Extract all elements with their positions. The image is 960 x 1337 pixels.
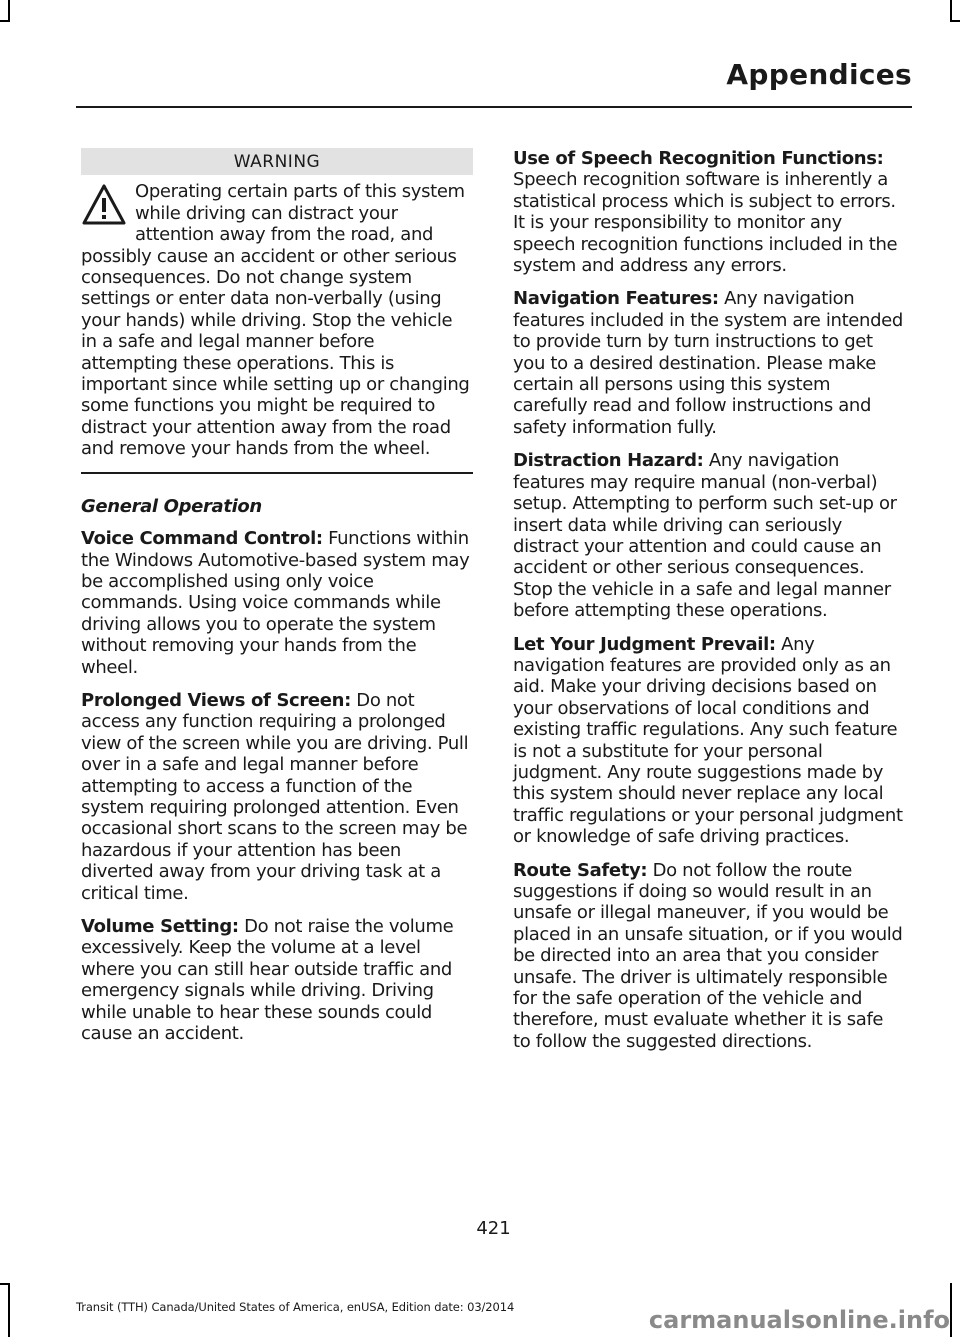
paragraph-lead: Use of Speech Recognition Functions: [513, 148, 884, 169]
header-divider [76, 106, 912, 108]
paragraph-text: Any navigation features included in the system are intended to provide turn by turn instructions to get you to a desired destination. Please make certain all persons using this system carefully read and follow instructions and safety information fully. [513, 288, 903, 438]
page-title: Appendices [726, 58, 912, 91]
crop-mark [0, 1283, 10, 1285]
paragraph-text: Any navigation features may require manual (non-verbal) setup. Attempting to perform such set-up or insert data while driving can seriously distract your attention and could cause an accident or other serious consequences. Stop the vehicle in a safe and legal manner before attempting these operations. [513, 450, 897, 622]
crop-mark [950, 1283, 952, 1337]
paragraph-text: Speech recognition software is inherently a statistical process which is subject to errors. It is your responsibility to monitor any speech recognition functions included in the system and address any errors. [513, 169, 898, 277]
crop-mark [8, 0, 10, 22]
paragraph-lead: Navigation Features: [513, 288, 719, 310]
crop-mark [8, 1283, 10, 1337]
paragraph-lead: Route Safety: [513, 859, 648, 881]
crop-mark [0, 20, 10, 22]
paragraph-navigation-features [513, 288, 905, 438]
warning-body [81, 181, 473, 473]
watermark: carmanualsonline.info [648, 1306, 950, 1334]
paragraph-lead: Voice Command Control: [81, 528, 323, 550]
paragraph-distraction-hazard [513, 450, 905, 621]
paragraph-text: Do not access any function requiring a prolonged view of the screen while you are driving. Pull over in a safe and legal manner before attempting to access a function of the system requiring prolonged attention. Even occasional short scans to the screen may be hazardous if your attention has been diverted away from your driving task at a critical time. [81, 689, 469, 904]
paragraph-text: Functions within the Windows Automotive-based system may be accomplished using only voice commands. Using voice commands while driving allows you to operate the system without removing your hands from the wheel. [81, 528, 470, 678]
warning-triangle-icon [81, 183, 131, 243]
paragraph-prolonged-views [81, 690, 473, 904]
right-column [513, 148, 905, 1064]
paragraph-lead: Prolonged Views of Screen: [81, 689, 351, 711]
paragraph-text: Do not raise the volume excessively. Keep the volume at a level where you can still hear outside traffic and emergency signals while driving. Driving while unable to hear these sounds could cause an accident. [81, 916, 454, 1045]
edition-line: Transit (TTH) Canada/United States of America, enUSA, Edition date: 03/2014 [76, 1300, 515, 1314]
section-title: General Operation [81, 495, 262, 517]
warning-heading: WARNING [81, 148, 473, 175]
paragraph-route-safety [513, 860, 905, 1053]
paragraph-text: Any navigation features are provided only as an aid. Make your driving decisions based on your observations of local conditions and existing traffic regulations. Any such feature is not a substitute for your personal judgment. Any route suggestions made by this system should never replace any local traffic regulations or your personal judgment or knowledge of safe driving practices. [513, 633, 903, 848]
paragraph-lead: Let Your Judgment Prevail: [513, 633, 776, 655]
warning-box [81, 148, 473, 474]
paragraph-voice-command [81, 528, 473, 678]
paragraph-lead: Volume Setting: [81, 916, 239, 937]
crop-mark [950, 0, 952, 22]
warning-text: Operating certain parts of this system while driving can distract your attention away from the road, and possibly cause an accident or other serious consequences. Do not change system settings or enter data non-verbally (using your hands) while driving. Stop the vehicle in a safe and legal manner before attempting these operations. This is important since while setting up or changing some functions you might be required to distract your attention away from the road and remove your hands from the wheel. [81, 181, 470, 460]
paragraph-text: Do not follow the route suggestions if doing so would result in an unsafe or illegal maneuver, if you would be placed in an unsafe situation, or if you would be directed into an area that you consider unsafe. The driver is ultimately responsible for the safe operation of the vehicle and therefore, must evaluate whether it is safe to follow the suggested directions. [513, 859, 903, 1052]
page-number: 421 [476, 1218, 511, 1239]
paragraph-speech-recognition [513, 148, 905, 276]
crop-mark [950, 20, 960, 22]
paragraph-volume-setting [81, 916, 473, 1044]
left-column [81, 148, 473, 1056]
paragraph-judgment [513, 634, 905, 848]
paragraph-lead: Distraction Hazard: [513, 450, 704, 472]
